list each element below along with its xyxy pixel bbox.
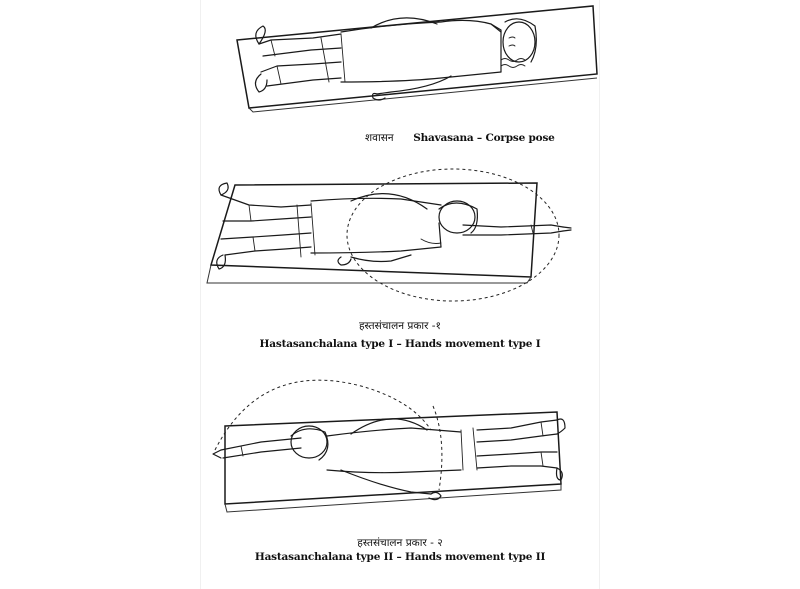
shavasana-illustration xyxy=(201,0,599,120)
hastasanchalana-type-1-illustration xyxy=(201,165,599,315)
caption-figure-1 xyxy=(201,127,599,145)
caption-figure-3 xyxy=(201,537,599,563)
document-page xyxy=(200,0,600,589)
left-margin xyxy=(0,0,200,589)
caption-3-english: Hastasanchalana type II – Hands movement type II xyxy=(254,551,546,564)
right-margin xyxy=(598,0,800,589)
caption-1-hindi: शवासन xyxy=(365,132,394,144)
caption-2-hindi: हस्तसंचालन प्रकार -१ xyxy=(358,320,442,332)
caption-1-english: Shavasana – Corpse pose xyxy=(413,132,555,144)
caption-3-hindi: हस्तसंचालन प्रकार - २ xyxy=(357,537,443,549)
caption-2-english: Hastasanchalana type I – Hands movement type I xyxy=(259,338,541,351)
hastasanchalana-type-2-illustration xyxy=(201,370,599,530)
caption-figure-2 xyxy=(201,320,599,350)
